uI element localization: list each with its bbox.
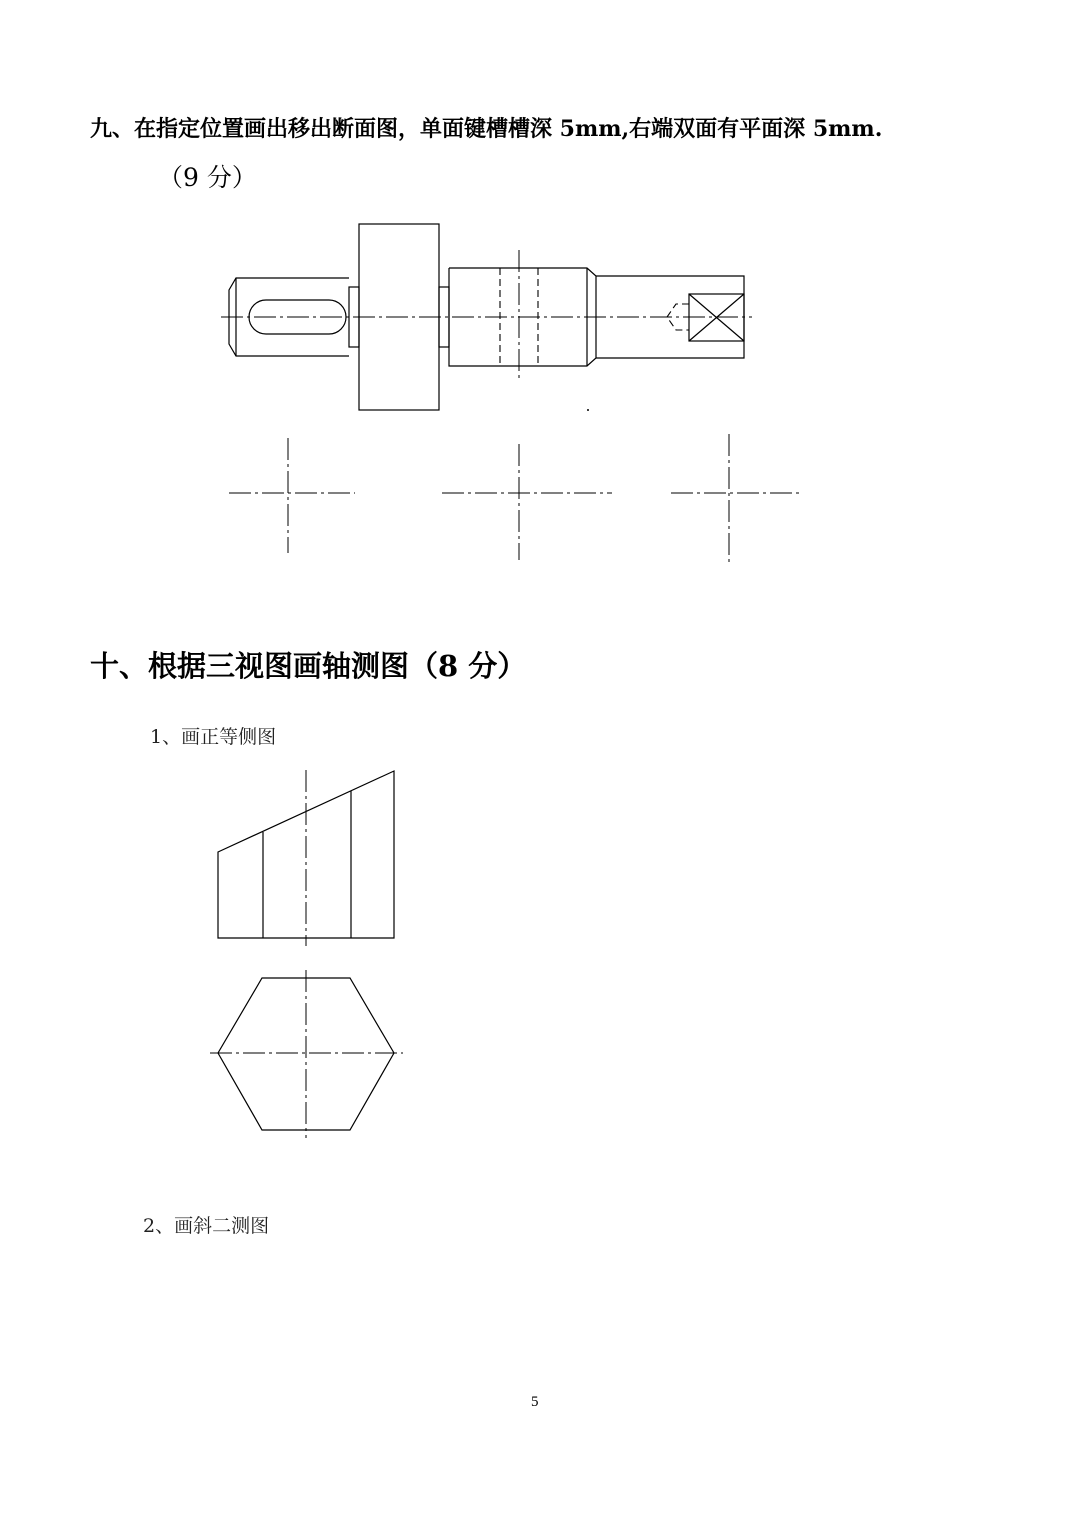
part-2-label: 2、画斜二测图 — [143, 1215, 270, 1237]
question-9-title: 九、在指定位置画出移出断面图，单面键槽槽深 5mm,右端双面有平面深 5mm. — [90, 116, 883, 142]
section-view-1-center-mark — [229, 438, 355, 553]
page-number: 5 — [531, 1394, 539, 1410]
section-view-3-center-mark — [671, 434, 801, 562]
three-view-drawing — [0, 760, 500, 1180]
shaft-main-view — [221, 224, 752, 411]
part-1-label: 1、画正等侧图 — [150, 726, 277, 748]
section-view-2-center-mark — [442, 444, 612, 560]
question-10-title: 十、根据三视图画轴测图（8 分） — [90, 649, 527, 683]
front-view — [218, 770, 394, 946]
shaft-drawing — [0, 0, 1075, 600]
top-view-hexagon — [210, 970, 403, 1138]
question-9-points: （9 分） — [158, 163, 257, 192]
